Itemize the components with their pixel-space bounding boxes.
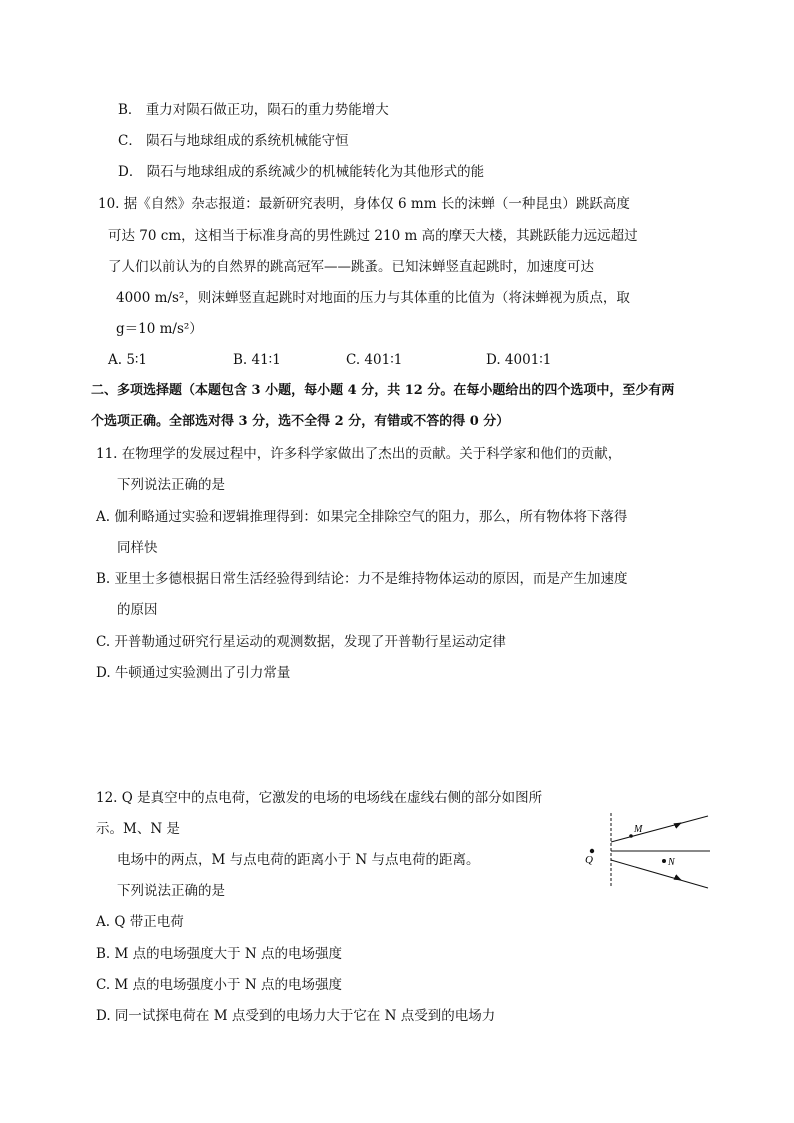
- q10-option-a: A. 5∶1: [108, 352, 148, 368]
- q12-option-b: B. M 点的电场强度大于 N 点的电场强度: [96, 946, 343, 962]
- q9-option-b: B． 重力对陨石做正功，陨石的重力势能增大: [118, 102, 389, 118]
- electric-field-figure: [580, 808, 715, 893]
- q11-option-d: D. 牛顿通过实验测出了引力常量: [96, 665, 291, 681]
- q12-option-a: A. Q 带正电荷: [96, 914, 184, 930]
- q10-stem-line-2: 可达 70 cm，这相当于标准身高的男性跳过 210 m 高的摩天大楼，其跳跃能力远远超过: [108, 228, 638, 244]
- label-q: Q: [585, 854, 593, 866]
- q12-option-d: D. 同一试探电荷在 M 点受到的电场力大于它在 N 点受到的电场力: [96, 1008, 496, 1024]
- q12-stem-line-2: 示。M、N 是: [96, 821, 180, 837]
- q10-stem-line-3: 了人们以前认为的自然界的跳高冠军——跳蚤。已知沫蝉竖直起跳时，加速度可达: [108, 259, 594, 275]
- q10-option-c: C. 401∶1: [346, 352, 403, 368]
- q12-option-c: C. M 点的电场强度小于 N 点的电场强度: [96, 977, 342, 993]
- label-n: N: [668, 857, 675, 868]
- q12-stem-line-4: 下列说法正确的是: [117, 883, 225, 899]
- q11-option-c: C. 开普勒通过研究行星运动的观测数据，发现了开普勒行星运动定律: [96, 634, 506, 650]
- q12-stem-line-1: 12. Q 是真空中的点电荷，它激发的电场的电场线在虚线右侧的部分如图所: [96, 790, 543, 806]
- q10-stem-line-4: 4000 m/s²，则沫蝉竖直起跳时对地面的压力与其体重的比值为（将沫蝉视为质点，取: [116, 290, 630, 306]
- q10-stem-line-1: 10. 据《自然》杂志报道：最新研究表明，身体仅 6 mm 长的沫蝉（一种昆虫）跳跃高度: [98, 196, 630, 212]
- q11-option-b: B. 亚里士多德根据日常生活经验得到结论：力不是维持物体运动的原因，而是产生加速度: [96, 571, 628, 587]
- section-2-header-line-1: 二、多项选择题（本题包含 3 小题，每小题 4 分，共 12 分。在每小题给出的四个选项中，至少有两: [91, 383, 675, 398]
- arrow-upper: [679, 823, 681, 824]
- field-line-lower: [611, 860, 708, 888]
- point-n: [662, 859, 666, 863]
- q11-stem-line-1: 11. 在物理学的发展过程中，许多科学家做出了杰出的贡献。关于科学家和他们的贡献，: [96, 446, 622, 462]
- q11-option-a-cont: 同样快: [117, 540, 158, 556]
- q11-option-a: A. 伽利略通过实验和逻辑推理得到：如果完全排除空气的阻力，那么，所有物体将下落得: [96, 509, 628, 525]
- point-m: [629, 834, 633, 838]
- q9-option-c: C． 陨石与地球组成的系统机械能守恒: [118, 133, 349, 149]
- q10-option-b: B. 41∶1: [233, 352, 281, 368]
- q10-stem-line-5: g＝10 m/s²）: [116, 321, 203, 337]
- q12-stem-line-3: 电场中的两点，M 与点电荷的距离小于 N 与点电荷的距离。: [117, 852, 480, 868]
- field-line-upper: [611, 816, 708, 842]
- q11-stem-line-2: 下列说法正确的是: [117, 477, 225, 493]
- q9-option-d: D． 陨石与地球组成的系统减少的机械能转化为其他形式的能: [118, 164, 485, 180]
- q10-option-d: D. 4001∶1: [486, 352, 552, 368]
- section-2-header-line-2: 个选项正确。全部选对得 3 分，选不全得 2 分，有错或不答的得 0 分）: [91, 414, 510, 429]
- label-m: M: [634, 824, 643, 835]
- q11-option-b-cont: 的原因: [117, 602, 158, 618]
- point-charge-q: [590, 849, 594, 853]
